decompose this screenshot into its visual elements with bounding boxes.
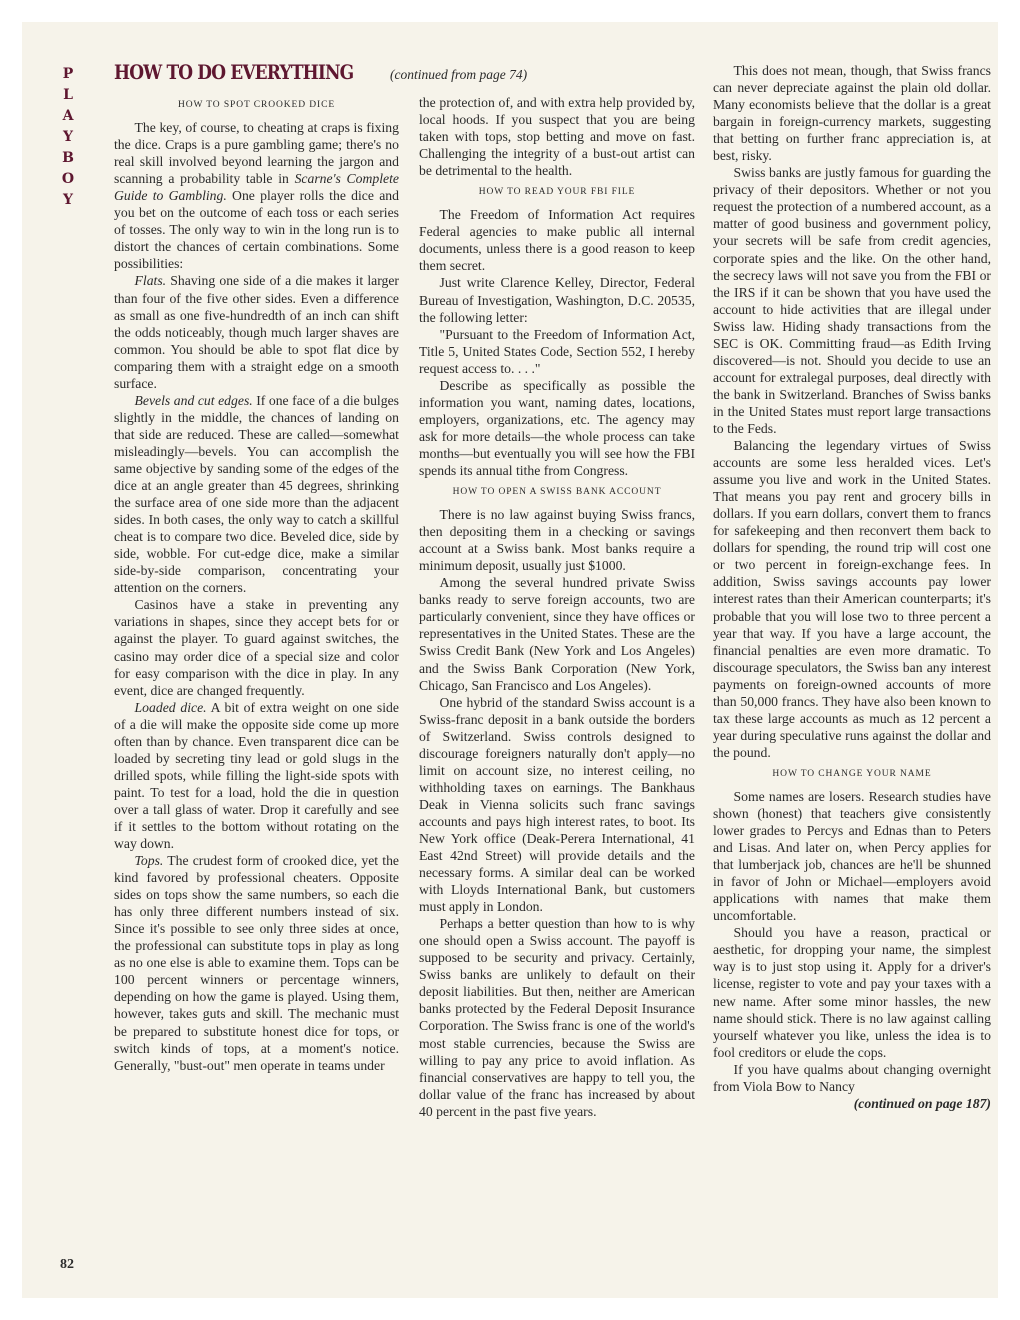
paragraph: Casinos have a stake in preventing any variations in shapes, since they accept bets for or against the player. To guard against switches, the casino may order dice of a special size and color for easy comparison with the dice in play. In any event, dice are changed frequently. — [114, 597, 399, 698]
paragraph: Perhaps a better question than how to is why one should open a Swiss account. The payoff is supposed to be security and privacy. Certainly, Swiss banks are unlikely to default on their deposit liabilities. But then, neither are American banks protected by the Federal Deposit Insurance Corporation. The Swiss franc is one of the world's most stable currencies, because the Swiss are willing to pay any price to avoid inflation. As financial conservatives are happy to tell you, the dollar value of the franc has increased by about 40 percent in the past five years. — [419, 916, 695, 1119]
section-heading-swiss: HOW TO OPEN A SWISS BANK ACCOUNT — [452, 487, 662, 498]
page-number: 82 — [60, 1257, 74, 1272]
column-3 — [713, 62, 991, 1112]
magazine-page — [22, 22, 998, 1298]
paragraph: Tops. The crudest form of crooked dice, yet the kind favored by professional cheaters. Opposite sides on tops show the same numbers, so each die has only three different numbers instead of six. Since it's possible to see only three sides at once, the professional can substitute tops in play as long as no one else is able to examine them. Tops can be 100 percent winners or percentage winners, depending on how the game is played. Using them, however, takes guts and skill. The mechanic must be prepared to substitute honest dice for tops, or switch kinds of tops, at a moment's notice. Generally, "bust-out" men operate in teams under — [114, 853, 399, 1073]
continued-from: (continued from page 74) — [390, 67, 528, 82]
paragraph: Loaded dice. A bit of extra weight on one side of a die will make the opposite side come up more often than by chance. Even transparent dice can be loaded by secreting tiny lead or gold slugs in the drilled spots, while filling the light-side spots with paint. To test for a load, hold the die in question over a tall glass of water. Drop it carefully and see if it settles to the bottom without rotating on the way down. — [114, 699, 399, 852]
paragraph: Describe as specifically as possible the information you want, naming dates, locations, employers, organizations, etc. The agency may ask for more details—the whole process can take months—but eventually you will see how the FBI spends its annual tithe from Congress. — [419, 377, 695, 478]
paragraph: Just write Clarence Kelley, Director, Federal Bureau of Investigation, Washington, D.C. 20535, the following letter: — [419, 275, 695, 325]
title-text: HOW TO DO EVERYTHING — [114, 60, 354, 84]
paragraph: Some names are losers. Research studies have shown (honest) that teachers give consistently lower grades to Percys and Ednas than to Peters and Lisas. And later on, when Percy applies for that lumberjack job, chances are he'll be shunned in favor of John or Michael—employers avoid applications with names that make them uncomfortable. — [713, 788, 991, 924]
paragraph: the protection of, and with extra help provided by, local hoods. If you suspect that you are being taken with tops, stop betting and move on fast. Challenging the integrity of a bust-out artist can be detrimental to the health. — [419, 95, 695, 179]
playboy-vertical-logo: P L A Y B O Y — [61, 66, 75, 208]
paragraph: Bevels and cut edges. If one face of a die bulges slightly in the middle, the chances of landing on that side are reduced. These are called—somewhat misleadingly—bevels. You can accomplish the same objective by sanding some of the edges of the dice at an angle greater than 45 degrees, shrinking the surface area of one side more than the adjacent sides. In both cases, the only way to catch a skillful cheat is to compare two dice. Beveled dice, side by side, wobble. For cut-edge dice, make a similar side-by-side comparison, concentrating your attention on the corners. — [114, 392, 399, 596]
section-heading-dice: HOW TO SPOT CROOKED DICE — [177, 100, 336, 110]
paragraph: Among the several hundred private Swiss banks ready to serve foreign accounts, two are particularly convenient, since they have offices or representatives in the United States. These are the Swiss Credit Bank (New York and Los Angeles) and the Swiss Bank Corporation (New York, Chicago, San Francisco and Los Angeles). — [419, 575, 695, 693]
paragraph: Flats. Shaving one side of a die makes it larger than four of the five other sides. Even a difference as small as one five-hundredth of an inch can shift the odds noticeably, though much larger shaves are common. You should be able to spot flat dice by comparing them with a straight edge on a smooth surface. — [114, 273, 399, 391]
paragraph: Swiss banks are justly famous for guarding the privacy of their depositors. Whether or not you request the protection of a numbered account, as a matter of good business and government policy, your secrets will be safe from credit agencies, corporate spies and the like. On the other hand, the secrecy laws will not save you from the FBI or the IRS if it can be shown that you have used the account to hide activities that are illegal under Swiss law. Hiding shady transactions from the SEC is OK. Committing fraud—as Edith Irving discovered—is not. Should you decide to use an account for extralegal purposes, deal directly with the bank in Switzerland. Branches of Swiss banks in the United States must report large transactions to the Feds. — [713, 165, 991, 436]
paragraph: The key, of course, to cheating at craps is fixing the dice. Craps is a pure gambling game; there's no real skill involved beyond learning the jargon and scanning a probability table in Scarne's Complete Guide to Gambling. One player rolls the dice and you bet on the outcome of each toss or each series of tosses. The only way to win in the long run is to distort the chances of certain combinations. Some possibilities: — [114, 120, 399, 272]
continued-on: (continued on page 187) — [853, 1095, 991, 1111]
paragraph: The Freedom of Information Act requires Federal agencies to make public all internal documents, unless there is a good reason to keep them secret. — [419, 207, 695, 274]
paragraph: There is no law against buying Swiss francs, then depositing them in a checking or savings account at a Swiss bank. Most banks require a minimum deposit, usually just $1000. — [419, 507, 695, 574]
article-title — [114, 60, 584, 90]
paragraph: Balancing the legendary virtues of Swiss accounts are some less heralded vices. Let's assume you live and work in the United States. That means you pay rent and grocery bills in dollars. If you earn dollars, convert them to francs for safekeeping and then reconvert them back to dollars for spending, the round trip will cost one or two percent in foreign-exchange fees. In addition, Swiss savings accounts pay lower interest rates than their American counterparts; it's probable that you will lose two to three percent a year that way. If you have a large account, the financial penalties are even more dramatic. To discourage speculators, the Swiss ban any interest payments on foreign-owned accounts of more than 50,000 francs. They have also been known to tax these large accounts as much as 12 percent a year during speculative runs against the dollar and the pound. — [713, 438, 991, 760]
section-heading-fbi: HOW TO READ YOUR FBI FILE — [478, 187, 636, 198]
paragraph: If you have qualms about changing overnight from Viola Bow to Nancy — [713, 1061, 991, 1094]
section-heading-name: HOW TO CHANGE YOUR NAME — [772, 768, 932, 779]
paragraph: This does not mean, though, that Swiss francs can never depreciate against the plain old dollar. Many economists believe that the dollar is a great bargain in foreign-currency markets, suggesting that betting on further franc appreciation is, at best, risky. — [713, 63, 991, 164]
paragraph: One hybrid of the standard Swiss account is a Swiss-franc deposit in a bank outside the borders of Switzerland. Swiss controls designed to discourage foreigners naturally don't apply—no limit on account size, no interest ceiling, no withholding taxes on earnings. The Bankhaus Deak in Vienna solicits such franc savings accounts and pays high interest rates, to boot. Its New York office (Deak-Perera International, 41 East 42nd Street) will provide details and the necessary forms. A similar deal can be worked with Lloyds International Bank, but customers must apply in London. — [419, 694, 695, 915]
column-2 — [419, 94, 695, 1120]
paragraph: "Pursuant to the Freedom of Information Act, Title 5, United States Code, Section 552, I hereby request access to. . . ." — [419, 326, 695, 376]
column-1 — [114, 94, 399, 1074]
paragraph: Should you have a reason, practical or aesthetic, for dropping your name, the simplest way is to just stop using it. Apply for a driver's license, register to vote and pay your taxes with a new name. After some minor hassles, the new name should stick. There is no law against calling yourself whatever you like, unless the idea is to fool creditors or elude the cops. — [713, 925, 991, 1060]
